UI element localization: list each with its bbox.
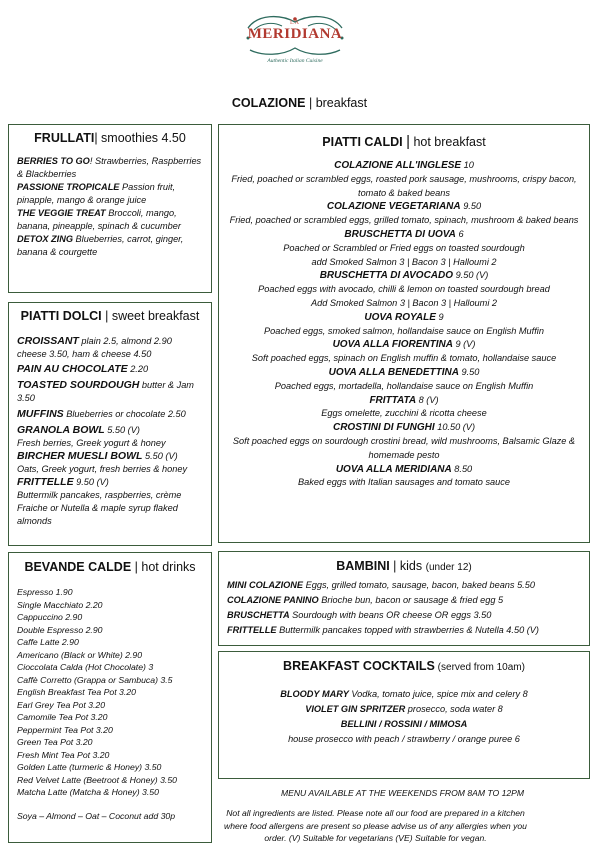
item-name: BRUSCHETTA [227,610,290,620]
item-desc: 5.50 (V) [142,451,178,461]
item-desc: Eggs, grilled tomato, sausage, bacon, baked beans 5.50 [303,580,535,590]
item-desc: Poached or Scrambled or Fried eggs on toasted sourdough [283,242,525,253]
drink-item: English Breakfast Tea Pot 3.20 [17,687,136,697]
item-price: 9 (V) [452,339,476,350]
menu-item [17,155,203,181]
drink-item: Single Macchiato 2.20 [17,599,103,610]
drink-item: Green Tea Pot 3.20 [17,737,93,747]
sweet-title-bold: PIATTI DOLCI [20,309,102,323]
item-name: UOVA ROYALE [364,311,436,323]
item-name: FRITTELLE [17,476,74,488]
item-desc: Sourdough with beans OR cheese OR eggs 3.50 [289,610,492,620]
menu-item [17,335,203,361]
item-name: COLAZIONE ALL'INGLESE [334,160,462,171]
menu-item [17,363,203,376]
allergen-disclaimer: Not all ingredients are listed. Please note all our food are prepared in a kitchen where food allergens are present so please advise us of any allergies when you order. (V) Suitable for vegetarians (VE) Suitable for vegan. [224,808,527,843]
drink-item: Americano (Black or White) 2.90 [17,649,143,660]
menu-item [17,181,203,207]
item-name: UOVA ALLA FIORENTINA [332,339,453,351]
item-name: VIOLET GIN SPRITZER [305,704,406,714]
hot-item [225,228,583,242]
item-desc: ! Strawberries, Raspberries & Blackberries [17,156,202,179]
page-title [0,96,599,110]
item-desc: 5.50 (V) [104,425,140,435]
drink-item: Caffè Corretto (Grappa or Sambuca) 3.5 [17,674,173,685]
kids-item [227,578,581,593]
hot-item [225,394,583,408]
cocktails-title-bold: BREAKFAST COCKTAILS [283,659,435,673]
menu-item [17,424,203,437]
item-desc: prosecco, soda water 8 [405,704,503,714]
item-name: CROSTINI DI FUNGHI [332,422,435,434]
item-price: 8.50 [451,463,473,474]
item-price: 9.50 (V) [453,270,489,281]
item-desc: Soft poached eggs, spinach on English muffin & tomato, hollandaise sauce [251,353,557,364]
drinks-section [8,552,212,843]
item-desc: Fried, poached or scrambled eggs, grilled tomato, spinach, mushroom & baked beans [229,215,579,226]
drink-item: Espresso 1.90 [17,587,73,597]
kids-title-rest: | kids [389,559,426,573]
item-price: 9.50 [460,201,482,212]
logo-tagline: Authentic Italian Cuisine [267,58,323,64]
drink-item: Earl Grey Tea Pot 3.20 [17,699,106,710]
item-desc: 9.50 (V) [73,477,109,487]
kids-item [227,623,581,638]
item-name: PAIN AU CHOCOLATE [17,363,128,375]
item-price: 9 [435,311,444,322]
hot-item [225,421,583,435]
item-desc: Add Smoked Salmon 3 | Bacon 3 | Halloumi 2 [310,297,498,308]
item-desc: Passion fruit, pinapple, mango & orange juice [17,182,176,205]
item-desc: butter & Jam 3.50 [17,380,194,403]
kids-item [227,593,581,608]
item-desc: Vodka, tomato juice, spice mix and celery 8 [348,689,528,699]
hot-item [225,200,583,214]
drink-item: Double Espresso 2.90 [17,624,103,635]
menu-item [17,233,203,259]
kids-section [218,551,590,646]
smoothies-title-bold: FRULLATI [34,131,95,145]
item-desc: Blueberries, carrot, ginger, banana & courgette [17,234,184,257]
kids-title-small: (under 12) [425,562,472,573]
drink-item: Cioccolata Calda (Hot Chocolate) 3 [17,662,154,672]
item-price: 10 [461,160,474,170]
restaurant-logo [240,8,350,70]
menu-item [17,450,203,463]
drink-item: Peppermint Tea Pot 3.20 [17,724,113,735]
hot-title: PIATTI CALDI | hot breakfast [322,133,486,150]
item-name: THE VEGGIE TREAT [17,208,106,218]
sweet-title-rest: | sweet breakfast [101,309,200,323]
drink-item: Camomile Tea Pot 3.20 [17,712,108,722]
item-sub: Fresh berries, Greek yogurt & honey [17,438,166,448]
hot-item [225,338,583,352]
smoothies-title [9,131,211,145]
hot-section [218,124,590,543]
item-name: MUFFINS [17,408,64,420]
item-name: GRANOLA BOWL [17,424,105,436]
cocktails-title-small: (served from 10am) [434,662,525,673]
item-desc: Broccoli, mango, banana, pineapple, spinach & cucumber [17,208,181,231]
item-name: BRUSCHETTA DI UOVA [344,228,456,240]
cocktails-title [219,659,589,673]
smoothies-title-rest: | smoothies 4.50 [94,131,186,145]
item-name: FRITTATA [369,394,417,406]
item-name: DETOX ZING [17,234,73,244]
kids-title-bold: BAMBINI [336,559,390,573]
menu-item [17,408,203,421]
item-desc: Baked eggs with Italian sausages and tomato sauce [298,477,510,488]
item-name: BLOODY MARY [280,689,349,699]
item-desc: Poached eggs with avocado, chilli & lemon on toasted sourdough bread [258,284,550,295]
smoothies-section [8,124,212,293]
logo-name: MERIDIANA [247,26,343,42]
item-name: FRITTELLE [227,625,277,635]
menu-item [17,476,203,489]
milk-options: Soya – Almond – Oat – Coconut add 30p [17,810,176,821]
item-name: COLAZIONE VEGETARIANA [326,201,461,213]
page-title-rest: breakfast [315,96,368,110]
item-price: 9.50 [458,366,480,377]
item-name: UOVA ALLA BENEDETTINA [328,366,459,378]
item-sub: Buttermilk pancakes, raspberries, crème Fraiche or Nutella & maple syrup flaked almonds [17,490,182,526]
cocktails-section [218,651,590,779]
item-name: PASSIONE TROPICALE [17,182,120,192]
item-desc: Poached eggs, smoked salmon, hollandaise sauce on English Muffin [264,325,544,336]
hot-item [225,269,583,283]
item-price: 8 (V) [416,394,439,405]
cocktail-item [219,717,589,732]
page-title-sep: | [305,96,316,110]
drink-item: Red Velvet Latte (Beetroot & Honey) 3.50 [17,774,178,785]
item-name: TOASTED SOURDOUGH [17,379,140,391]
drink-item: Fresh Mint Tea Pot 3.20 [17,749,110,760]
item-desc: Blueberries or chocolate 2.50 [63,409,186,419]
kids-title [219,559,589,573]
item-price: 6 [455,228,464,239]
page-title-bold: COLAZIONE [231,96,306,110]
logo-la: LA [290,20,300,26]
item-name: COLAZIONE PANINO [227,595,319,605]
menu-item [17,379,203,405]
item-name: MINI COLAZIONE [227,580,304,590]
sweet-title [9,309,211,323]
item-name: BELLINI / ROSSINI / MIMOSA [340,719,468,729]
cocktail-item [219,687,589,702]
item-desc: Buttermilk pancakes topped with strawberries & Nutella 4.50 (V) [276,625,539,635]
sweet-section [8,302,212,546]
drink-item: Caffe Latte 2.90 [17,637,79,647]
drinks-title-rest: | hot drinks [131,560,196,574]
hot-title-rest: hot breakfast [409,135,486,149]
item-name: UOVA ALLA MERIDIANA [335,463,452,475]
cocktail-item [219,702,589,717]
weekend-note: MENU AVAILABLE AT THE WEEKENDS FROM 8AM TO 12PM [280,788,525,798]
item-desc: Soft poached eggs on sourdough crostini bread, wild mushrooms, Balsamic Glaze & homemade pesto [232,435,576,460]
drinks-title-bold: BEVANDE CALDE [24,560,132,574]
drink-item: Matcha Latte (Matcha & Honey) 3.50 [17,787,159,797]
kids-item [227,608,581,623]
item-name: BERRIES TO GO [17,156,90,166]
item-desc: Fried, poached or scrambled eggs, roasted pork sausage, mushrooms, crispy bacon, tomato & baked beans [231,173,577,198]
item-name: BIRCHER MUESLI BOWL [17,450,143,462]
item-name: BRUSCHETTA DI AVOCADO [319,270,454,282]
drink-item: Cappuccino 2.90 [17,612,83,622]
item-name: CROISSANT [17,335,79,347]
item-desc: Poached eggs, mortadella, hollandaise sauce on English Muffin [274,380,534,391]
drink-item: Golden Latte (turmeric & Honey) 3.50 [17,762,162,772]
item-desc: Eggs omelette, zucchini & ricotta cheese [321,408,487,419]
item-desc: Brioche bun, bacon or sausage & fried egg 5 [318,595,504,605]
item-desc: 2.20 [127,364,149,374]
item-sub: Oats, Greek yogurt, fresh berries & honey [17,464,188,474]
item-desc: plain 2.5, almond 2.90 cheese 3.50, ham & cheese 4.50 [17,336,172,359]
hot-item [225,366,583,380]
menu-item [17,207,203,233]
item-price: 10.50 (V) [434,422,475,433]
hot-item [225,311,583,325]
item-desc: add Smoked Salmon 3 | Bacon 3 | Halloumi 2 [311,256,497,267]
hot-item [225,463,583,477]
cocktail-desc: house prosecco with peach / strawberry / orange puree 6 [288,734,520,744]
drinks-title [9,560,211,574]
hot-title-bold: PIATTI CALDI [322,135,403,149]
hot-item [225,159,583,173]
